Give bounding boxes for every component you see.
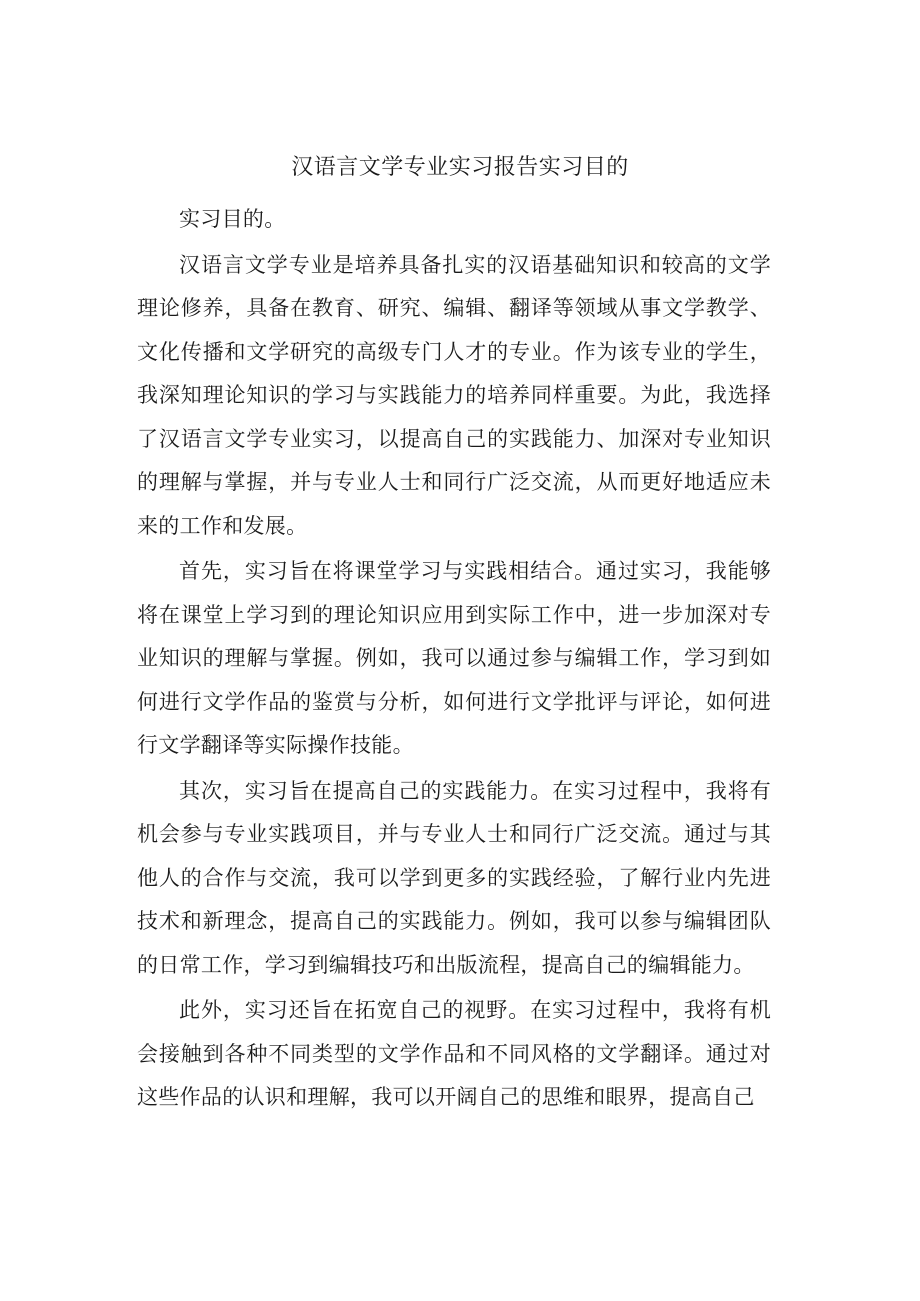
paragraph-first: 首先，实习旨在将课堂学习与实践相结合。通过实习，我能够将在课堂上学习到的理论知识应用到实际工作中，进一步加深对专业知识的理解与掌握。例如，我可以通过参与编辑工作，学习到如何进行文学作品的鉴赏与分析，如何进行文学批评与评论，如何进行文学翻译等实际操作技能。 xyxy=(137,559,771,757)
paragraph-overview: 汉语言文学专业是培养具备扎实的汉语基础知识和较高的文学理论修养，具备在教育、研究、编辑、翻译等领域从事文学教学、文化传播和文学研究的高级专门人才的专业。作为该专业的学生，我深知理论知识的学习与实践能力的培养同样重要。为此，我选择了汉语言文学专业实习，以提高自己的实践能力、加深对专业知识的理解与掌握，并与专业人士和同行广泛交流，从而更好地适应未来的工作和发展。 xyxy=(137,252,771,538)
document-body xyxy=(137,198,771,1122)
paragraph-intro-label: 实习目的。 xyxy=(179,207,286,231)
paragraph-second: 其次，实习旨在提高自己的实践能力。在实习过程中，我将有机会参与专业实践项目，并与专业人士和同行广泛交流。通过与其他人的合作与交流，我可以学到更多的实践经验，了解行业内先进技术和新理念，提高自己的实践能力。例如，我可以参与编辑团队的日常工作，学习到编辑技巧和出版流程，提高自己的编辑能力。 xyxy=(137,778,771,977)
paragraph-third: 此外，实习还旨在拓宽自己的视野。在实习过程中，我将有机会接触到各种不同类型的文学作品和不同风格的文学翻译。通过对这些作品的认识和理解，我可以开阔自己的思维和眼界，提高自己 xyxy=(137,998,771,1109)
document-title: 汉语言文学专业实习报告实习目的 xyxy=(291,155,629,180)
